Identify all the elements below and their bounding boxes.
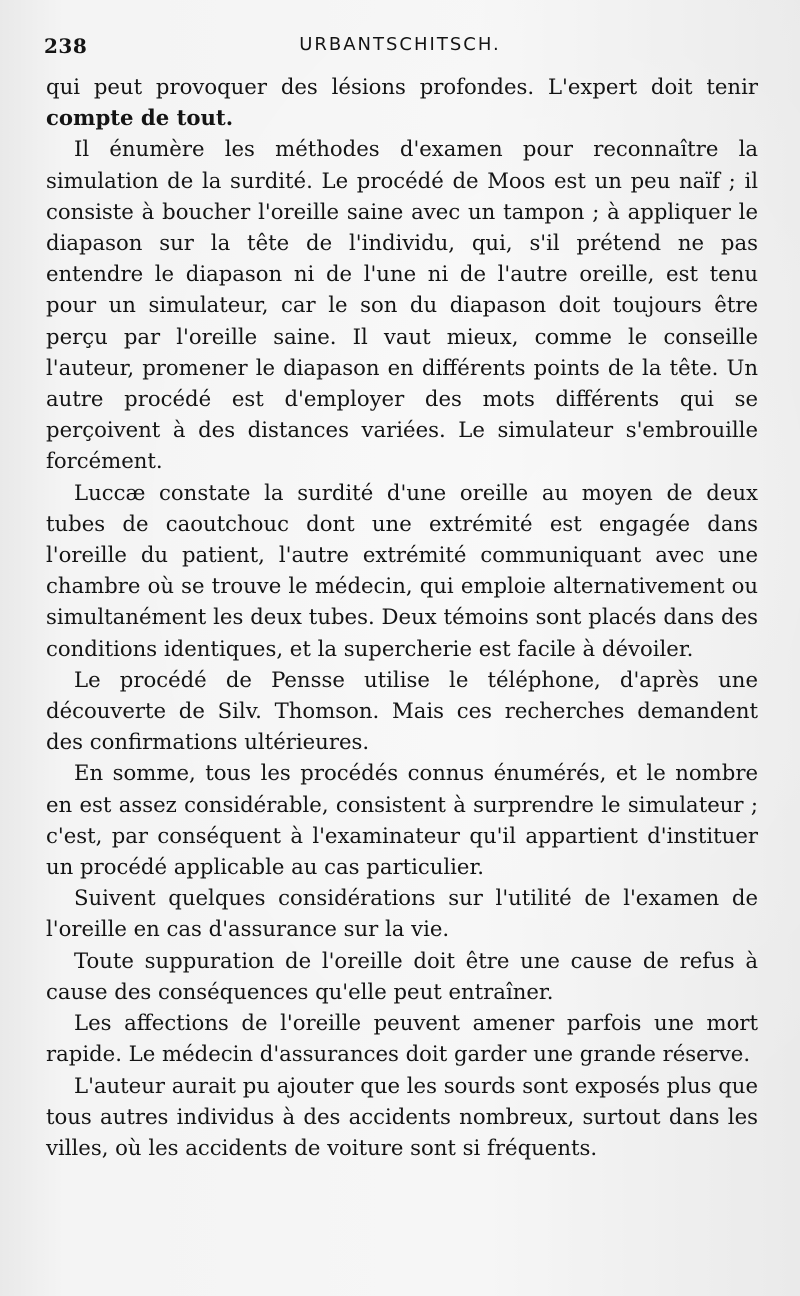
paragraph-summary: En somme, tous les procédés connus énumérés, et le nombre en est assez considérable, consistent à surprendre le simulateur ; c'est, par conséquent à l'examinateur qu'il appartient d'instituer un procédé applicable au cas particulier. [46,760,758,880]
paragraph-simulation-methods: Il énumère les méthodes d'examen pour reconnaître la simulation de la surdité. Le procédé de Moos est un peu naïf ; il consiste à boucher l'oreille saine avec un tampon ; à appliquer le diapason sur la tête de l'individu, qui, s'il prétend ne pas entendre le diapason ni de l'une ni de l'autre oreille, est tenu pour un simulateur, car le son du diapason doit toujours être perçu par l'oreille saine. Il vaut mieux, comme le conseille l'auteur, promener le diapason en différents points de la tête. Un autre procédé est d'employer des mots différents qui se perçoivent à des distances variées. Le simulateur s'embrouille forcément. [46,136,758,474]
paragraph-insurance: Suivent quelques considérations sur l'utilité de l'examen de l'oreille en cas d'assurance sur la vie. [46,885,758,942]
running-title: URBANTSCHITSCH. [299,34,501,55]
paragraph-continuation [46,71,758,133]
paragraph-pensse: Le procédé de Pensse utilise le téléphone, d'après une découverte de Silv. Thomson. Mais ces recherches demandent des confirmations ultérieures. [46,666,758,755]
paragraph-luccae: Luccæ constate la surdité d'une oreille au moyen de deux tubes de caoutchouc dont une extrémité est engagée dans l'oreille du patient, l'autre extrémité communiquant avec une chambre où se trouve le médecin, qui emploie alternativement ou simultanément les deux tubes. Deux témoins sont placés dans des conditions identiques, et la supercherie est facile à dévoiler. [46,479,758,661]
page-number: 238 [44,34,88,58]
page-body [46,71,758,1163]
paragraph-emphasis: compte de tout. [46,105,234,131]
paragraph-affections: Les affections de l'oreille peuvent amener parfois une mort rapide. Le médecin d'assurances doit garder une grande réserve. [46,1010,758,1067]
paragraph-suppuration: Toute suppuration de l'oreille doit être une cause de refus à cause des conséquences qu'elle peut entraîner. [46,947,758,1004]
paragraph-text: qui peut provoquer des lésions profondes. L'expert doit tenir [46,74,758,99]
page-header [44,30,756,62]
paragraph-deaf-accidents: L'auteur aurait pu ajouter que les sourds sont exposés plus que tous autres individus à des accidents nombreux, surtout dans les villes, où les accidents de voiture sont si fréquents. [46,1072,758,1160]
